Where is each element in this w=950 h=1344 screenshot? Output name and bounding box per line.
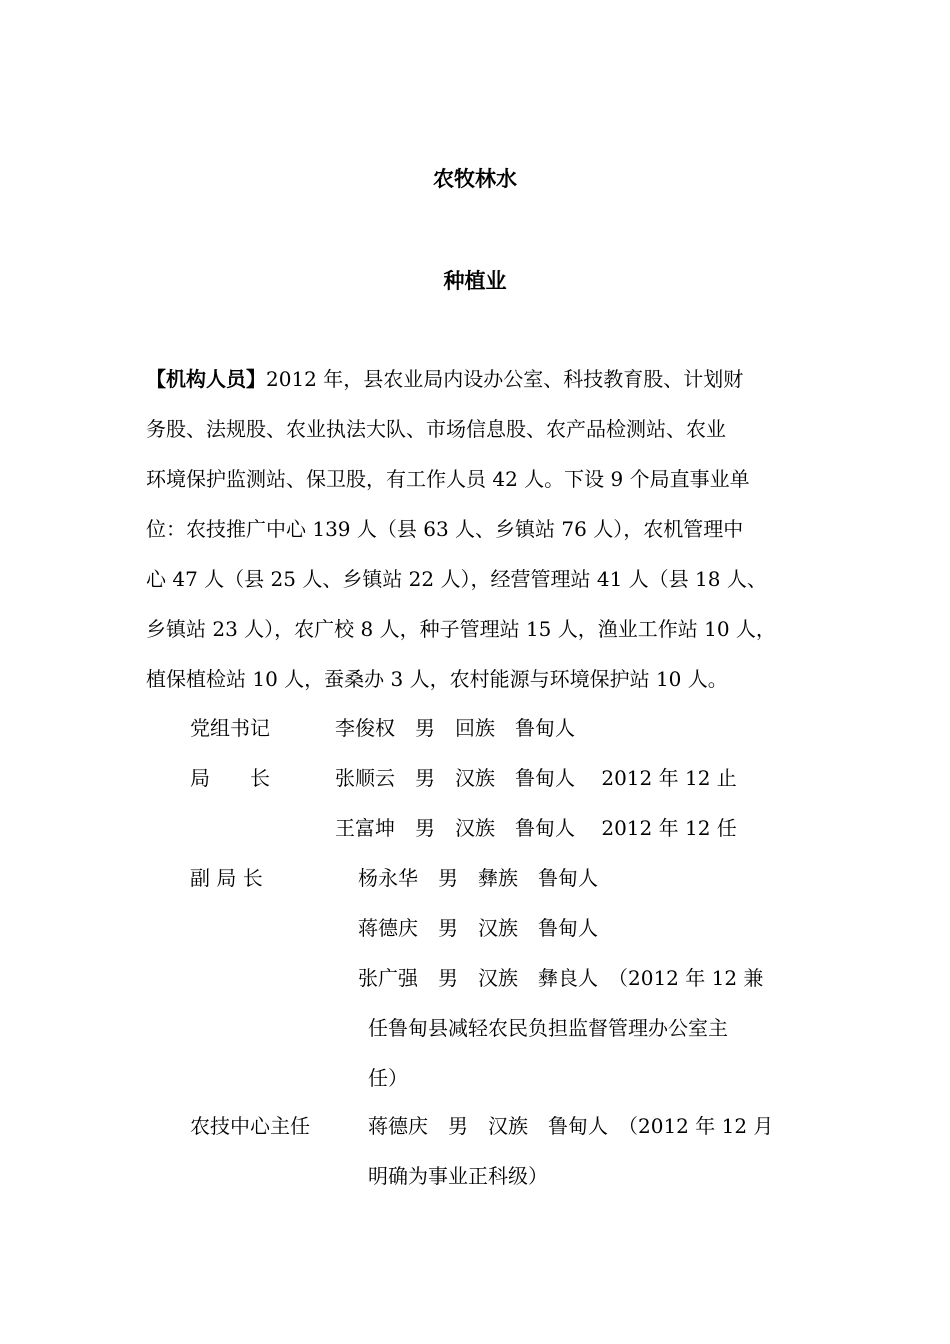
roster-person: 张顺云 男 汉族 鲁甸人 2012 年 12 止 [335,766,737,790]
roster-title: 副 局 长 [190,866,263,890]
roster-person: 杨永华 男 彝族 鲁甸人 [358,866,598,890]
roster-title: 农技中心主任 [190,1114,310,1138]
paragraph-line: 环境保护监测站、保卫股，有工作人员 42 人。下设 9 个局直事业单 [146,467,750,491]
roster-person: 张广强 男 汉族 彝良人 （2012 年 12 兼 [358,966,764,990]
roster-note: 明确为事业正科级） [368,1164,548,1188]
section-heading: 农牧林水 [433,167,517,191]
roster-person: 王富坤 男 汉族 鲁甸人 2012 年 12 任 [335,816,737,840]
roster-note: 任） [368,1066,408,1090]
roster-person: 蒋德庆 男 汉族 鲁甸人 （2012 年 12 月 [368,1114,774,1138]
roster-title: 党组书记 [190,716,270,740]
paragraph-line: 植保植检站 10 人，蚕桑办 3 人，农村能源与环境保护站 10 人。 [146,667,728,691]
paragraph-line: 心 47 人（县 25 人、乡镇站 22 人），经营管理站 41 人（县 18 人、 [146,567,767,591]
roster-person: 蒋德庆 男 汉族 鲁甸人 [358,916,598,940]
subsection-heading: 种植业 [443,269,507,293]
paragraph-line: 位：农技推广中心 139 人（县 63 人、乡镇站 76 人），农机管理中 [146,517,744,541]
roster-note: 任鲁甸县减轻农民负担监督管理办公室主 [368,1016,728,1040]
roster-person: 李俊权 男 回族 鲁甸人 [335,716,575,740]
roster-title: 局 长 [190,766,270,790]
section-tag: 【机构人员】 [146,367,266,391]
paragraph-line: 【机构人员】2012 年，县农业局内设办公室、科技教育股、计划财 [146,367,744,391]
paragraph-line: 务股、法规股、农业执法大队、市场信息股、农产品检测站、农业 [146,417,726,441]
paragraph-line: 乡镇站 23 人），农广校 8 人，种子管理站 15 人，渔业工作站 10 人， [146,617,776,641]
